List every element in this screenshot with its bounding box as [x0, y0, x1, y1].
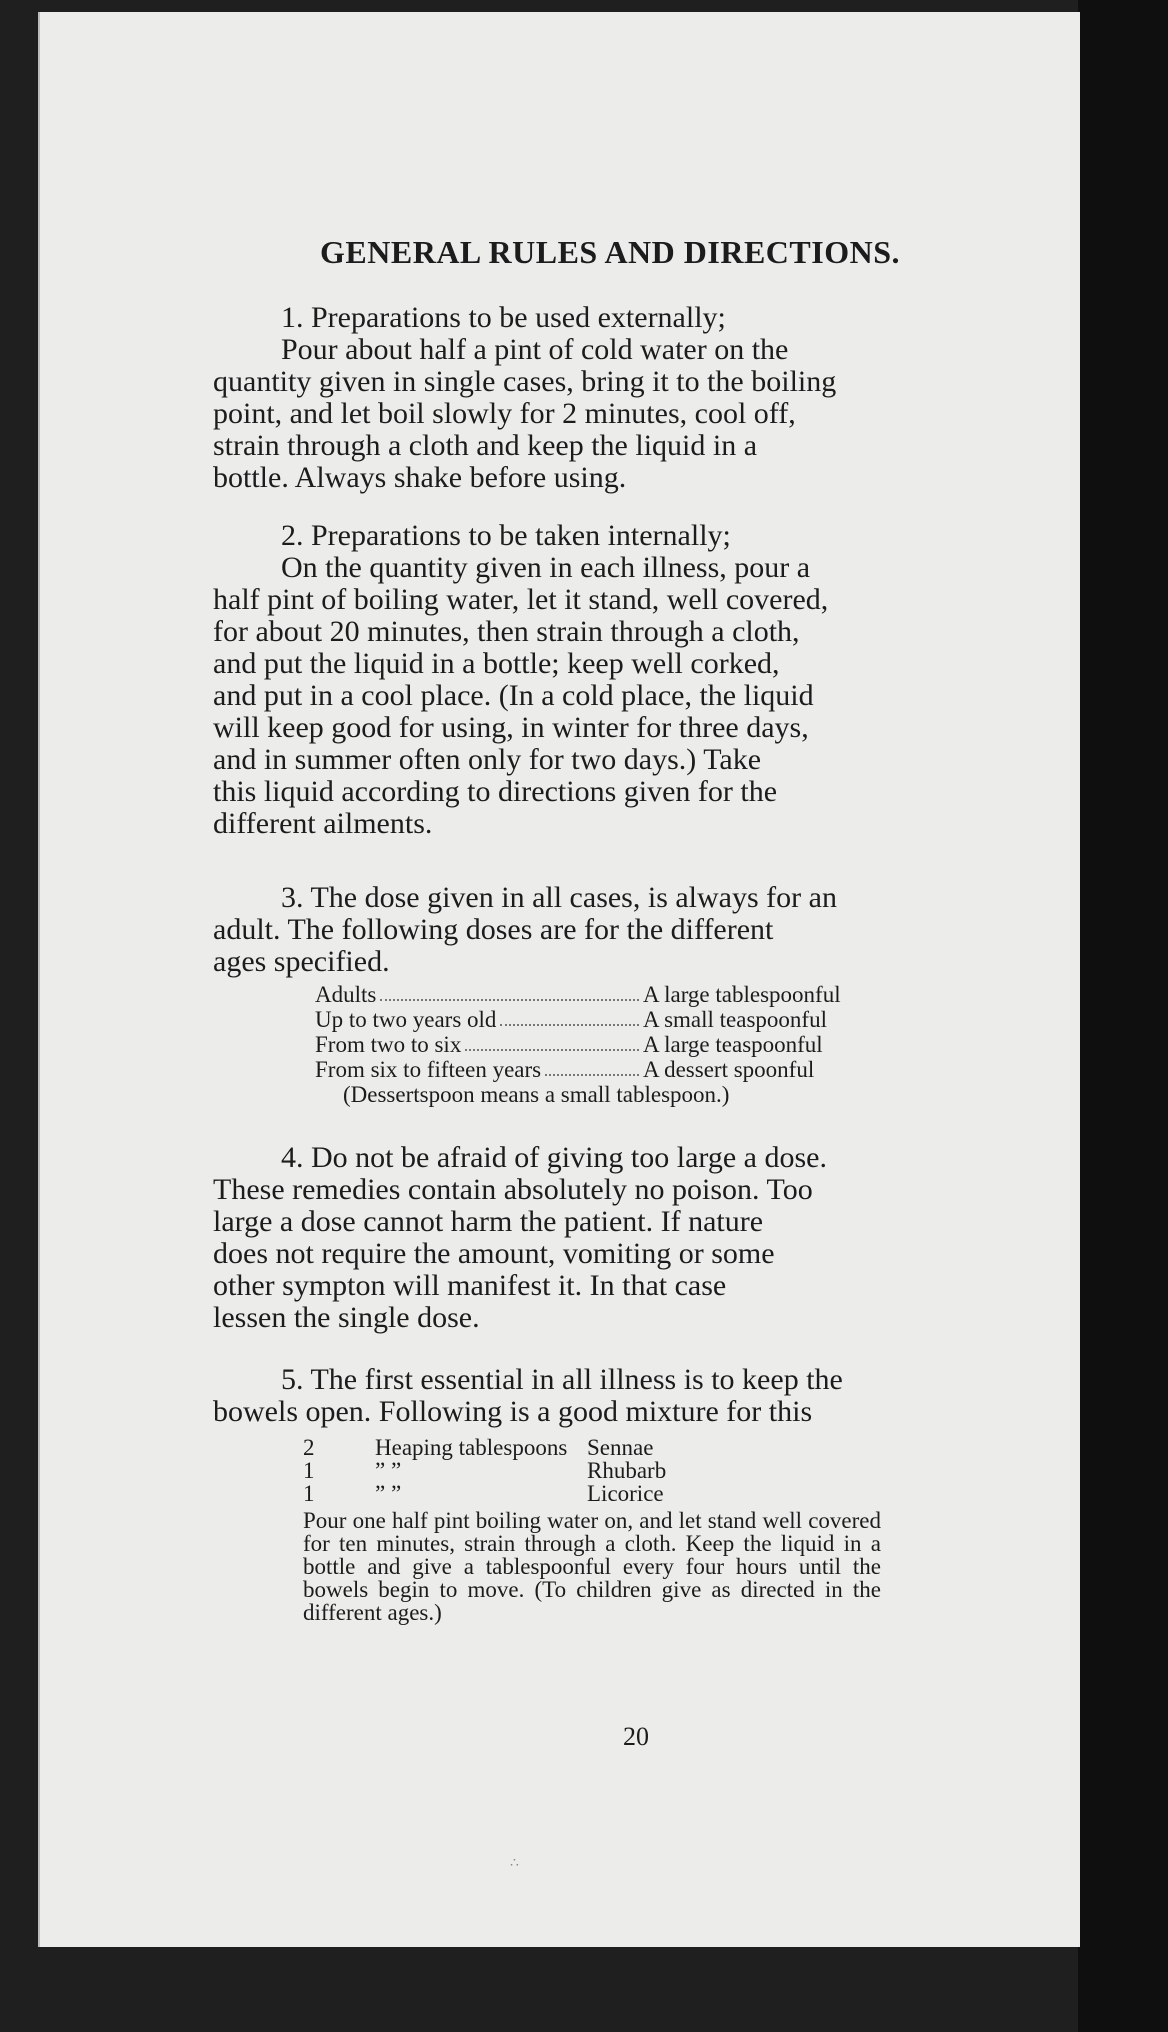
section-1-line: Pour about half a pint of cold water on the [281, 333, 789, 366]
mixture-quantity: 2 [303, 1435, 315, 1460]
dose-row [315, 1057, 905, 1082]
dose-row [315, 1007, 905, 1032]
dose-row [315, 982, 905, 1007]
dose-amount: A large tablespoonful [643, 982, 841, 1007]
dose-amount: A dessert spoonful [643, 1057, 815, 1082]
page-title: GENERAL RULES AND DIRECTIONS. [320, 234, 900, 270]
section-3-line: adult. The following doses are for the different [213, 913, 774, 946]
mixture-quantity: 1 [303, 1458, 315, 1483]
section-2 [213, 520, 988, 840]
section-2-line: On the quantity given in each illness, pour a [281, 551, 811, 584]
dose-amount: A large teaspoonful [643, 1032, 823, 1057]
book-page [38, 12, 1080, 1947]
section-2-line: half pint of boiling water, let it stand, well covered, [213, 583, 829, 616]
section-1-line: strain through a cloth and keep the liquid in a [213, 429, 758, 462]
mixture-row [303, 1459, 883, 1482]
mixture-row [303, 1436, 883, 1459]
mixture-herb: Rhubarb [587, 1458, 667, 1483]
section-5-line: bowels open. Following is a good mixture for this [213, 1395, 813, 1428]
printer-mark-icon: ∴ [510, 1856, 519, 1871]
section-5-line: 5. The first essential in all illness is to keep the [281, 1363, 843, 1396]
section-2-line: and put in a cool place. (In a cold place, the liquid [213, 679, 814, 712]
dose-age: From two to six [315, 1032, 462, 1057]
dot-leader [545, 1057, 639, 1076]
section-4-line: other sympton will manifest it. In that case [213, 1269, 727, 1302]
dose-table [315, 982, 905, 1107]
mixture-herb: Licorice [587, 1481, 664, 1506]
section-2-line: this liquid according to directions given for the [213, 775, 778, 808]
section-4-line: does not require the amount, vomiting or some [213, 1237, 775, 1270]
section-1 [213, 302, 988, 494]
mixture-instructions: Pour one half pint boiling water on, and let stand well covered for ten minutes, strain through a cloth. Keep the liquid in a bottle and give a tablespoonful every four hours until the bowels begin to move. (To children give as directed in the different ages.) [303, 1508, 881, 1625]
dose-age: Up to two years old [315, 1007, 497, 1032]
section-1-line: point, and let boil slowly for 2 minutes, cool off, [213, 397, 796, 430]
section-1-line: quantity given in single cases, bring it to the boiling [213, 365, 837, 398]
section-4 [213, 1142, 988, 1334]
mixture-herb: Sennae [587, 1435, 654, 1460]
dose-row [315, 1032, 905, 1057]
section-2-line: different ailments. [213, 807, 433, 840]
section-2-heading: 2. Preparations to be taken internally; [281, 519, 731, 552]
section-2-line: and put the liquid in a bottle; keep well corked, [213, 647, 780, 680]
section-1-heading: 1. Preparations to be used externally; [281, 301, 726, 334]
page-number: 20 [623, 1722, 649, 1751]
section-2-line: for about 20 minutes, then strain through a cloth, [213, 615, 800, 648]
section-4-line: 4. Do not be afraid of giving too large a dose. [281, 1141, 827, 1174]
dose-age: Adults [315, 982, 377, 1007]
dose-age: From six to fifteen years [315, 1057, 542, 1082]
section-4-line: lessen the single dose. [213, 1301, 480, 1334]
mixture-unit: ” ” [375, 1458, 402, 1483]
section-4-line: large a dose cannot harm the patient. If nature [213, 1205, 764, 1238]
mixture-unit: ” ” [375, 1481, 402, 1506]
mixture-row [303, 1482, 883, 1505]
section-5 [213, 1364, 988, 1428]
mixture-unit: Heaping tablespoons [375, 1435, 568, 1460]
dose-note: (Dessertspoon means a small tablespoon.) [343, 1082, 730, 1107]
mixture-quantity: 1 [303, 1481, 315, 1506]
section-3 [213, 882, 988, 978]
dot-leader [380, 982, 639, 1001]
section-3-line: 3. The dose given in all cases, is always for an [281, 881, 837, 914]
book-edge [1078, 0, 1168, 2032]
section-1-line: bottle. Always shake before using. [213, 461, 627, 494]
section-3-line: ages specified. [213, 945, 390, 978]
section-4-line: These remedies contain absolutely no poison. Too [213, 1173, 813, 1206]
dot-leader [500, 1007, 639, 1026]
dot-leader [465, 1032, 639, 1051]
section-2-line: and in summer often only for two days.) Take [213, 743, 762, 776]
mixture-recipe [303, 1436, 883, 1624]
dose-amount: A small teaspoonful [643, 1007, 827, 1032]
section-2-line: will keep good for using, in winter for three days, [213, 711, 809, 744]
